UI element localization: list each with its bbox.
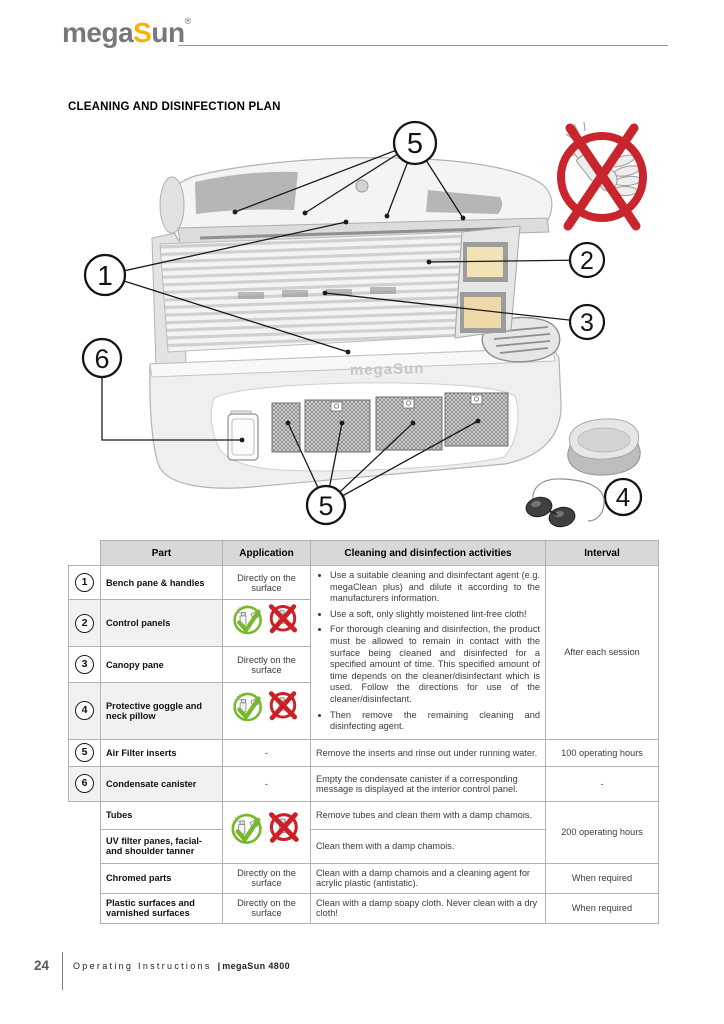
page-title: CLEANING AND DISINFECTION PLAN <box>68 101 281 113</box>
logo-part2: un <box>151 17 185 48</box>
page-footer <box>0 952 724 992</box>
row-number-empty <box>69 801 101 829</box>
sunbed-illustration <box>150 158 561 488</box>
cleaning-plan-table <box>68 540 659 924</box>
header-rule <box>178 45 668 46</box>
callout-3 <box>570 305 604 339</box>
neck-pillow <box>568 419 640 475</box>
row-number-badge: 2 <box>75 614 94 633</box>
svg-text:5: 5 <box>318 491 334 521</box>
table-row-tubes <box>69 801 659 829</box>
row-number-empty <box>69 893 101 923</box>
page-number: 24 <box>34 958 50 973</box>
cell-part: UV filter panes, facial- and shoulder tanner <box>101 829 223 863</box>
cell-part: Condensate canister <box>101 766 223 801</box>
footer-label: Operating Instructions <box>73 961 212 971</box>
cell-part: Canopy pane <box>101 647 223 682</box>
air-filter-inserts <box>272 393 508 452</box>
activities-bullet-list <box>318 570 540 733</box>
cell-application: Directly on the surface <box>223 863 311 893</box>
callout-5-top <box>394 122 436 164</box>
cell-part: Bench pane & handles <box>101 566 223 600</box>
table-row-plastic <box>69 893 659 923</box>
protective-goggles <box>524 479 604 529</box>
cell-activity: Remove tubes and clean them with a damp chamois. <box>311 801 546 829</box>
header-part: Part <box>101 541 223 566</box>
cell-interval: - <box>546 766 659 801</box>
svg-text:1: 1 <box>97 260 113 291</box>
cell-interval: 100 operating hours <box>546 739 659 766</box>
cell-activity: Empty the condensate canister if a corresponding message is displayed at the interior control panel. <box>311 766 546 801</box>
callout-4 <box>605 479 641 515</box>
svg-text:6: 6 <box>94 344 110 374</box>
activity-bullet: • For thorough cleaning and disinfection, the product must be allowed to remain in contact with the surface being cleaned and disinfected for a specified amount of time. This specified amount of time depends on the cleaner/disinfectant which is used. Follow the directions for use of the cleaner/disinfectant. <box>330 624 540 705</box>
activity-bullet: • Use a soft, only slightly moistened lint-free cloth! <box>330 609 540 621</box>
cell-activities-merged <box>311 566 546 740</box>
cell-application: Directly on the surface <box>223 647 311 682</box>
cell-interval-merged: 200 operating hours <box>546 801 659 863</box>
cell-activity: Clean with a damp soapy cloth. Never clean with a dry cloth! <box>311 893 546 923</box>
cleaning-diagram <box>0 118 724 536</box>
cell-application: Directly on the surface <box>223 566 311 600</box>
spray-on-cloth-allowed-icon-and-no-direct-spray-icon <box>228 812 306 851</box>
cell-application-icons <box>223 600 311 647</box>
row-number-badge: 5 <box>75 743 94 762</box>
cell-application: - <box>223 766 311 801</box>
cell-part: Plastic surfaces and varnished surfaces <box>101 893 223 923</box>
cell-part: Protective goggle and neck pillow <box>101 682 223 739</box>
table-row-condensate <box>69 766 659 801</box>
cell-application-icons-merged <box>223 801 311 863</box>
svg-text:2: 2 <box>580 247 594 275</box>
footer-product: megaSun 4800 <box>222 961 291 971</box>
activity-bullet: • Use a suitable cleaning and disinfectant agent (e.g. megaClean plus) and dilute it according to the manufacturers information. <box>330 570 540 605</box>
header-activities: Cleaning and disinfection activities <box>311 541 546 566</box>
svg-text:4: 4 <box>615 482 631 512</box>
condensate-canister <box>228 411 258 460</box>
footer-text <box>73 961 290 971</box>
header-application: Application <box>223 541 311 566</box>
cell-activity: Clean with a damp chamois and a cleaning agent for acrylic plastic (antistatic). <box>311 863 546 893</box>
callout-1 <box>85 255 125 295</box>
cell-activity: Remove the inserts and rinse out under running water. <box>311 739 546 766</box>
no-spray-icon <box>561 122 643 226</box>
header-interval: Interval <box>546 541 659 566</box>
cell-part: Chromed parts <box>101 863 223 893</box>
megasun-logo <box>62 16 191 49</box>
row-number-badge: 4 <box>75 701 94 720</box>
table-row-bench-pane <box>69 566 659 600</box>
cell-part: Control panels <box>101 600 223 647</box>
footer-separator: | <box>217 961 221 971</box>
cell-part: Air Filter inserts <box>101 739 223 766</box>
row-number-badge: 3 <box>75 655 94 674</box>
table-header-row <box>69 541 659 566</box>
cell-interval-merged: After each session <box>546 566 659 740</box>
row-number-badge: 1 <box>75 573 94 592</box>
logo-part1: mega <box>62 17 134 48</box>
row-number-badge: 6 <box>75 774 94 793</box>
cell-application: Directly on the surface <box>223 893 311 923</box>
table-row-chromed <box>69 863 659 893</box>
spray-on-cloth-allowed-icon-and-no-direct-spray-icon <box>230 691 304 728</box>
registered-mark: ® <box>184 16 191 26</box>
bench-brand-label: megaSun <box>349 360 425 379</box>
svg-text:3: 3 <box>580 309 594 337</box>
spray-on-cloth-allowed-icon-and-no-direct-spray-icon <box>230 604 304 641</box>
callout-2 <box>570 243 604 277</box>
cell-application: - <box>223 739 311 766</box>
cell-interval: When required <box>546 893 659 923</box>
row-number-empty <box>69 829 101 863</box>
logo-accent: S <box>133 17 152 48</box>
cell-application-icons <box>223 682 311 739</box>
footer-divider <box>62 952 63 990</box>
cell-part: Tubes <box>101 801 223 829</box>
header-spacer <box>69 541 101 566</box>
callout-5-bottom <box>307 486 345 524</box>
svg-text:5: 5 <box>406 128 424 160</box>
activity-bullet: • Then remove the remaining cleaning and disinfecting agent. <box>330 710 540 733</box>
table-row-air-filter <box>69 739 659 766</box>
cell-interval: When required <box>546 863 659 893</box>
cell-activity: Clean them with a damp chamois. <box>311 829 546 863</box>
callout-6 <box>83 339 121 377</box>
row-number-empty <box>69 863 101 893</box>
